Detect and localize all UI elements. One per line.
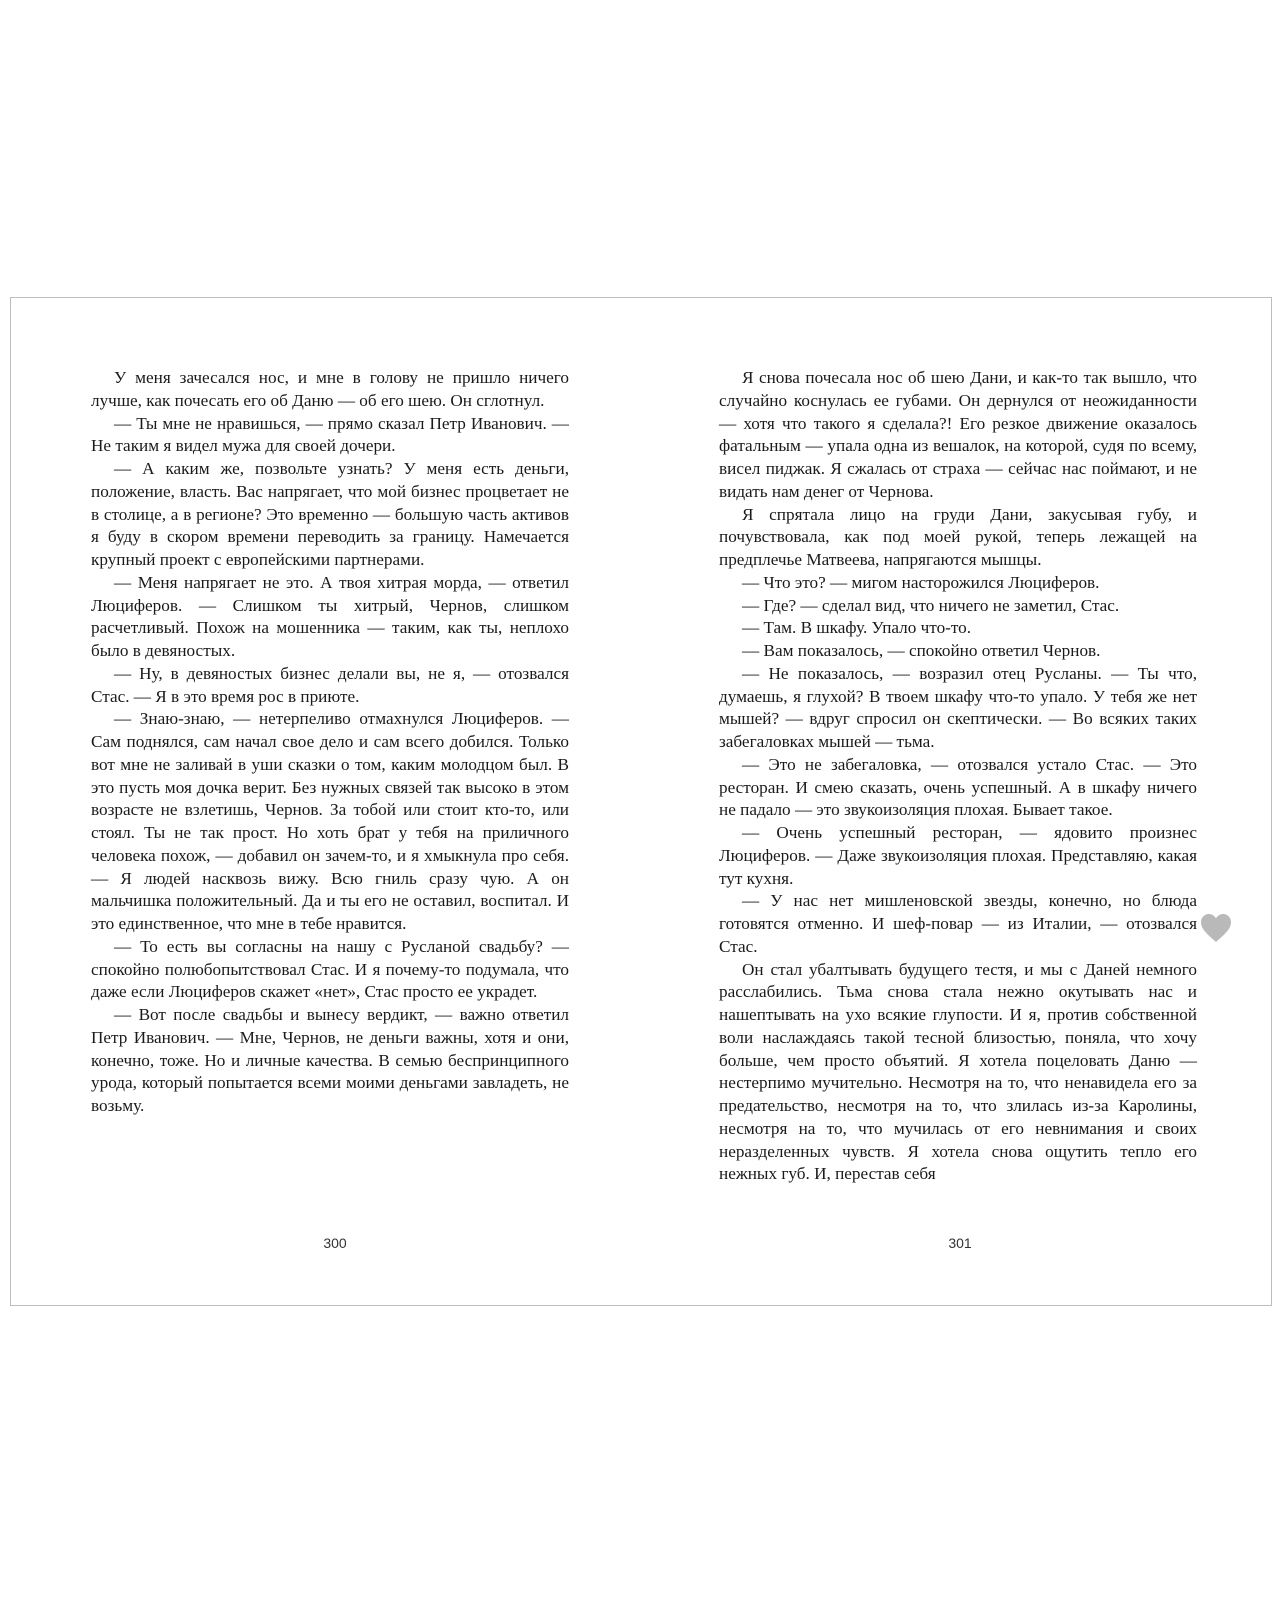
paragraph: — Меня напрягает не это. А твоя хитрая морда, — ответил Люциферов. — Слишком ты хитрый, Чернов, слишком расчетливый. Похож на мошенника — таким, как ты, неплохо было в девяностых. bbox=[91, 572, 569, 660]
paragraph: — То есть вы согласны на нашу с Русланой свадьбу? — спокойно полюбопытствовал Стас. И я почему-то подумала, что даже если Люциферов скажет «нет», Стас просто ее украдет. bbox=[91, 936, 569, 1002]
paragraph: Я снова почесала нос об шею Дани, и как-то так вышло, что случайно коснулась ее губами. Он дернулся от неожиданности — хотя что такого я сделала?! Его резкое движение оказалось фатальным — упала одна из вешалок, на которой, судя по всему, висел пиджак. Я сжалась от страха — сейчас нас поймают, и не видать нам денег от Чернова. bbox=[719, 368, 1197, 501]
paragraph: — Не показалось, — возразил отец Русланы. — Ты что, думаешь, я глухой? В твоем шкафу что-то упало. У тебя же нет мышей? — вдруг спросил он скептически. — Во всяких таких забегаловках мышей — тьма. bbox=[719, 663, 1197, 751]
paragraph: — Это не забегаловка, — отозвался устало Стас. — Это ресторан. И смею сказать, очень успешный. А в шкафу ничего не падало — это звукоизоляция плохая. Бывает такое. bbox=[719, 754, 1197, 820]
paragraph: — Где? — сделал вид, что ничего не заметил, Стас. bbox=[742, 595, 1120, 615]
page-number-right: 301 bbox=[948, 1235, 972, 1251]
right-page-text bbox=[719, 367, 1197, 1186]
book-spread bbox=[10, 297, 1272, 1306]
heart-shape bbox=[1201, 914, 1231, 942]
paragraph: — Знаю-знаю, — нетерпеливо отмахнулся Люциферов. — Сам поднялся, сам начал свое дело и сам всего добился. Только вот мне не заливай в уши сказки о том, каким молодцом был. В это пусть моя дочка верит. Без нужных связей так высоко в этом возрасте не взлетишь, Чернов. За тобой или стоит кто-то, или стоял. Ты не так прост. Но хоть брат у тебя на приличного человека похож, — добавил он зачем-то, и я хмыкнула про себя. — Я людей насквозь вижу. Всю гниль сразу чую. А он мальчишка положительный. Да и ты его не оставил, воспитал. И это единственное, что мне в тебе нравится. bbox=[91, 709, 569, 933]
paragraph: — У нас нет мишленовской звезды, конечно, но блюда готовятся отменно. И шеф-повар — из Италии, — отозвался Стас. bbox=[719, 891, 1197, 956]
left-page bbox=[11, 298, 642, 1305]
paragraph: Я спрятала лицо на груди Дани, закусывая губу, и почувствовала, как под моей рукой, теперь лежащей на предплечье Матвеева, напрягаются мышцы. bbox=[719, 504, 1197, 569]
page-number-left: 300 bbox=[323, 1235, 347, 1251]
paragraph: — Там. В шкафу. Упало что-то. bbox=[742, 618, 972, 638]
right-page bbox=[642, 298, 1273, 1305]
paragraph: — Что это? — мигом насторожился Люциферов. bbox=[742, 572, 1100, 592]
paragraph: — А каким же, позвольте узнать? У меня есть деньги, положение, власть. Вас напрягает, что мой бизнес процветает не в столице, а в регионе? Это временно — большую часть активов я буду в скором времени переводить за границу. Намечается крупный проект с европейскими партнерами. bbox=[91, 459, 569, 569]
paragraph: — Ты мне не нравишься, — прямо сказал Петр Иванович. — Не таким я видел мужа для своей дочери. bbox=[91, 413, 569, 456]
paragraph: — Ну, в девяностых бизнес делали вы, не я, — отозвался Стас. — Я в это время рос в приюте. bbox=[91, 663, 569, 706]
paragraph: — Вам показалось, — спокойно ответил Чернов. bbox=[742, 641, 1101, 660]
paragraph: Он стал убалтывать будущего тестя, и мы с Даней немного расслабились. Тьма снова стала нежно окутывать нас и нашептывать на ухо всякие глупости. И я, против собственной воли наслаждаясь такой тесной близостью, поняла, что хочу больше, чем просто объятий. Я хотела поцеловать Даню — нестерпимо мучительно. Несмотря на то, что ненавидела его за предательство, несмотря на то, что злилась из-за Каролины, несмотря на то, что мучилась от его невнимания и своих неразделенных чувств. Я хотела снова ощутить тепло его нежных губ. И, перестав себя bbox=[719, 959, 1197, 1184]
heart-icon bbox=[1200, 913, 1232, 943]
paragraph: У меня зачесался нос, и мне в голову не пришло ничего лучше, как почесать его об Даню — об его шею. Он сглотнул. bbox=[91, 368, 569, 410]
left-page-text bbox=[91, 367, 569, 1118]
paragraph: — Очень успешный ресторан, — ядовито произнес Люциферов. — Даже звукоизоляция плохая. Представляю, какая тут кухня. bbox=[719, 823, 1197, 888]
paragraph: — Вот после свадьбы и вынесу вердикт, — важно ответил Петр Иванович. — Мне, Чернов, не деньги важны, хотя и они, конечно, тоже. Но и личные качества. В семью беспринципного урода, который попытается всеми моими деньгами завладеть, не возьму. bbox=[91, 1005, 569, 1115]
